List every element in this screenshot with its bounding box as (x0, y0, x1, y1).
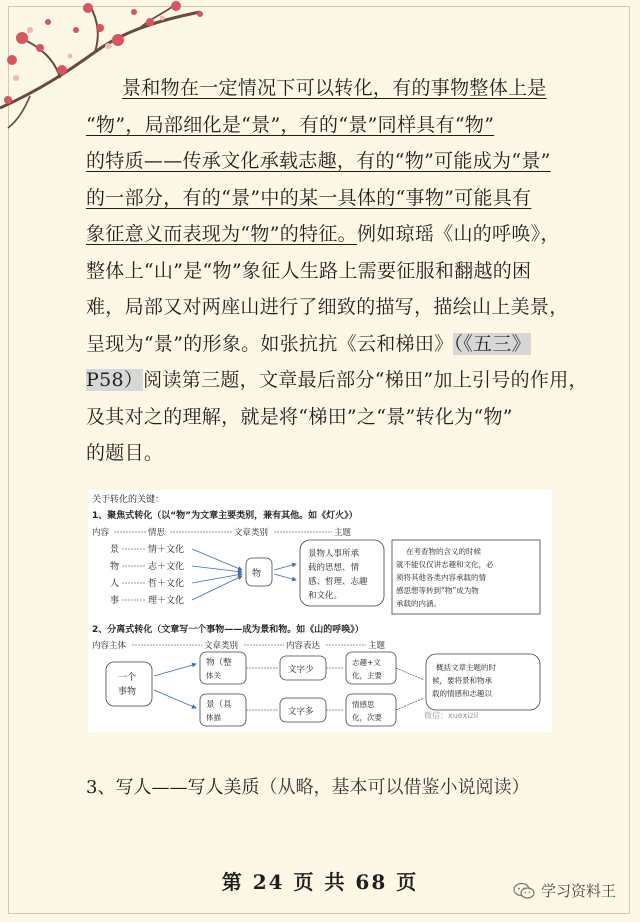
s2-more-text: 文字多 (288, 707, 314, 717)
s1-box-2: 感、哲理、志趣 (308, 577, 368, 587)
diagram-title: 关于转化的关键： (92, 495, 165, 505)
s2-jing-0: 景（具 (206, 700, 232, 710)
text-line: “物”，局部细化是“景”，有的“景”同样具有“物” (86, 113, 495, 136)
s1-box-1: 载的思想、情 (308, 563, 360, 573)
text-line (86, 326, 556, 363)
s2-note-2: 载的情感和志趣以 (432, 689, 492, 698)
s1-header-category: 文章类别 (234, 528, 269, 538)
s2-qingshi-1: 化，次要 (352, 713, 382, 722)
text-line: 景和物在一定情况下可以转化，有的事物整体上是 (122, 77, 547, 99)
heading-note: （从略，基本可以借鉴小说阅读） (259, 777, 530, 798)
s1-note-1: 就不能仅仅讲志趣和文化，必 (396, 560, 494, 569)
s1-left-jing: 景 (110, 545, 120, 555)
section1-title: 1、聚焦式转化（以“物”为文章主要类别，兼有其他。如《灯火》） (92, 511, 358, 521)
text-segment: 例如琼瑶《山的呼唤》， (356, 223, 560, 245)
section-heading-3 (86, 773, 529, 799)
body-paragraph (86, 70, 588, 472)
s1-header-feeling: 情思 (148, 528, 166, 538)
s2-header-expression: 内容表达 (286, 641, 321, 651)
s1-left-wu: 物 (110, 562, 120, 572)
s2-zhiqu-0: 志趣+文 (352, 658, 381, 667)
s2-subject-0: 一个 (118, 673, 137, 683)
s2-jing-1: 体描 (206, 713, 221, 722)
brand-watermark (513, 880, 616, 901)
s2-note-1: 候，要将景和物承 (432, 676, 492, 685)
page-number: 第 24 页 共 68 页 (221, 870, 419, 894)
s1-box-3: 和文化。 (308, 591, 343, 601)
text-line: 整体上“山”是“物”象征人生路上需要征服和翻越的困 (86, 259, 532, 282)
s2-header-category: 文章类别 (204, 641, 239, 651)
text-line (86, 216, 560, 253)
wechat-icon (513, 882, 535, 900)
s1-center-wu: 物 (252, 569, 262, 579)
s1-left-ren: 人 (110, 579, 120, 589)
s1-mid-3: 理＋文化 (148, 596, 185, 606)
text-line: 及其对之的理解，就是将“梯田”之“景”转化为“物” (86, 405, 513, 428)
s1-note-0: 在考查物的含义的时候 (406, 547, 481, 556)
brand-name: 学习资料王 (540, 882, 616, 900)
section2-title: 2、分离式转化（文章写一个事物——成为景和物。如《山的呼唤》） (92, 625, 364, 635)
s1-header-content: 内容 (92, 528, 110, 538)
highlighted-reference: （《五三》 (453, 332, 531, 355)
s1-note-2: 须将其他各类内容承载的情 (396, 573, 486, 582)
text-line: 的特质——传承文化承载志趣，有的“物”可能成为“景” (86, 150, 551, 172)
text-line: 难，局部又对两座山进行了细致的描写，描绘山上美景， (86, 296, 569, 318)
text-line: 的题目。 (86, 442, 164, 464)
s2-header-theme: 主题 (368, 641, 386, 651)
s2-wu-1: 体关 (206, 671, 221, 680)
text-line: 的一部分，有的“景”中的某一具体的“事物”可能具有 (86, 186, 532, 209)
s1-box-0: 景物人事所承 (308, 549, 360, 559)
text-segment: 呈现为“景”的形象。如张抗抗《云和梯田》 (86, 332, 454, 355)
text-segment: 阅读第三题，文章最后部分“梯田”加上引号的作用， (143, 369, 588, 391)
s2-note-0: 概括文章主题的时 (436, 663, 496, 672)
s1-header-theme: 主题 (334, 528, 352, 538)
s1-mid-1: 志＋文化 (148, 562, 185, 572)
s2-less-text: 文字少 (288, 665, 314, 675)
s2-zhiqu-1: 化，主要 (352, 671, 382, 680)
s1-note-4: 承载的内涵。 (396, 599, 441, 608)
s2-qingshi-0: 情感思 (352, 700, 375, 709)
s2-header-subject: 内容主体 (92, 641, 127, 651)
underlined-text: 象征意义而表现为“物”的特征。 (86, 223, 357, 245)
s1-left-shi: 事 (110, 596, 120, 606)
diagram-watermark: 微信：xuexizil (424, 711, 479, 720)
s1-note-3: 感思想等转到“物”成为物 (396, 586, 479, 595)
highlighted-reference: P58） (86, 369, 144, 391)
transformation-diagram (88, 490, 552, 732)
s2-wu-0: 物（整 (206, 658, 232, 668)
text-line (86, 362, 588, 399)
s1-mid-2: 哲＋文化 (148, 579, 185, 589)
heading-main: 3、写人——写人美质 (86, 777, 260, 798)
s1-mid-0: 情＋文化 (148, 545, 185, 555)
s2-subject-1: 事物 (118, 687, 137, 697)
